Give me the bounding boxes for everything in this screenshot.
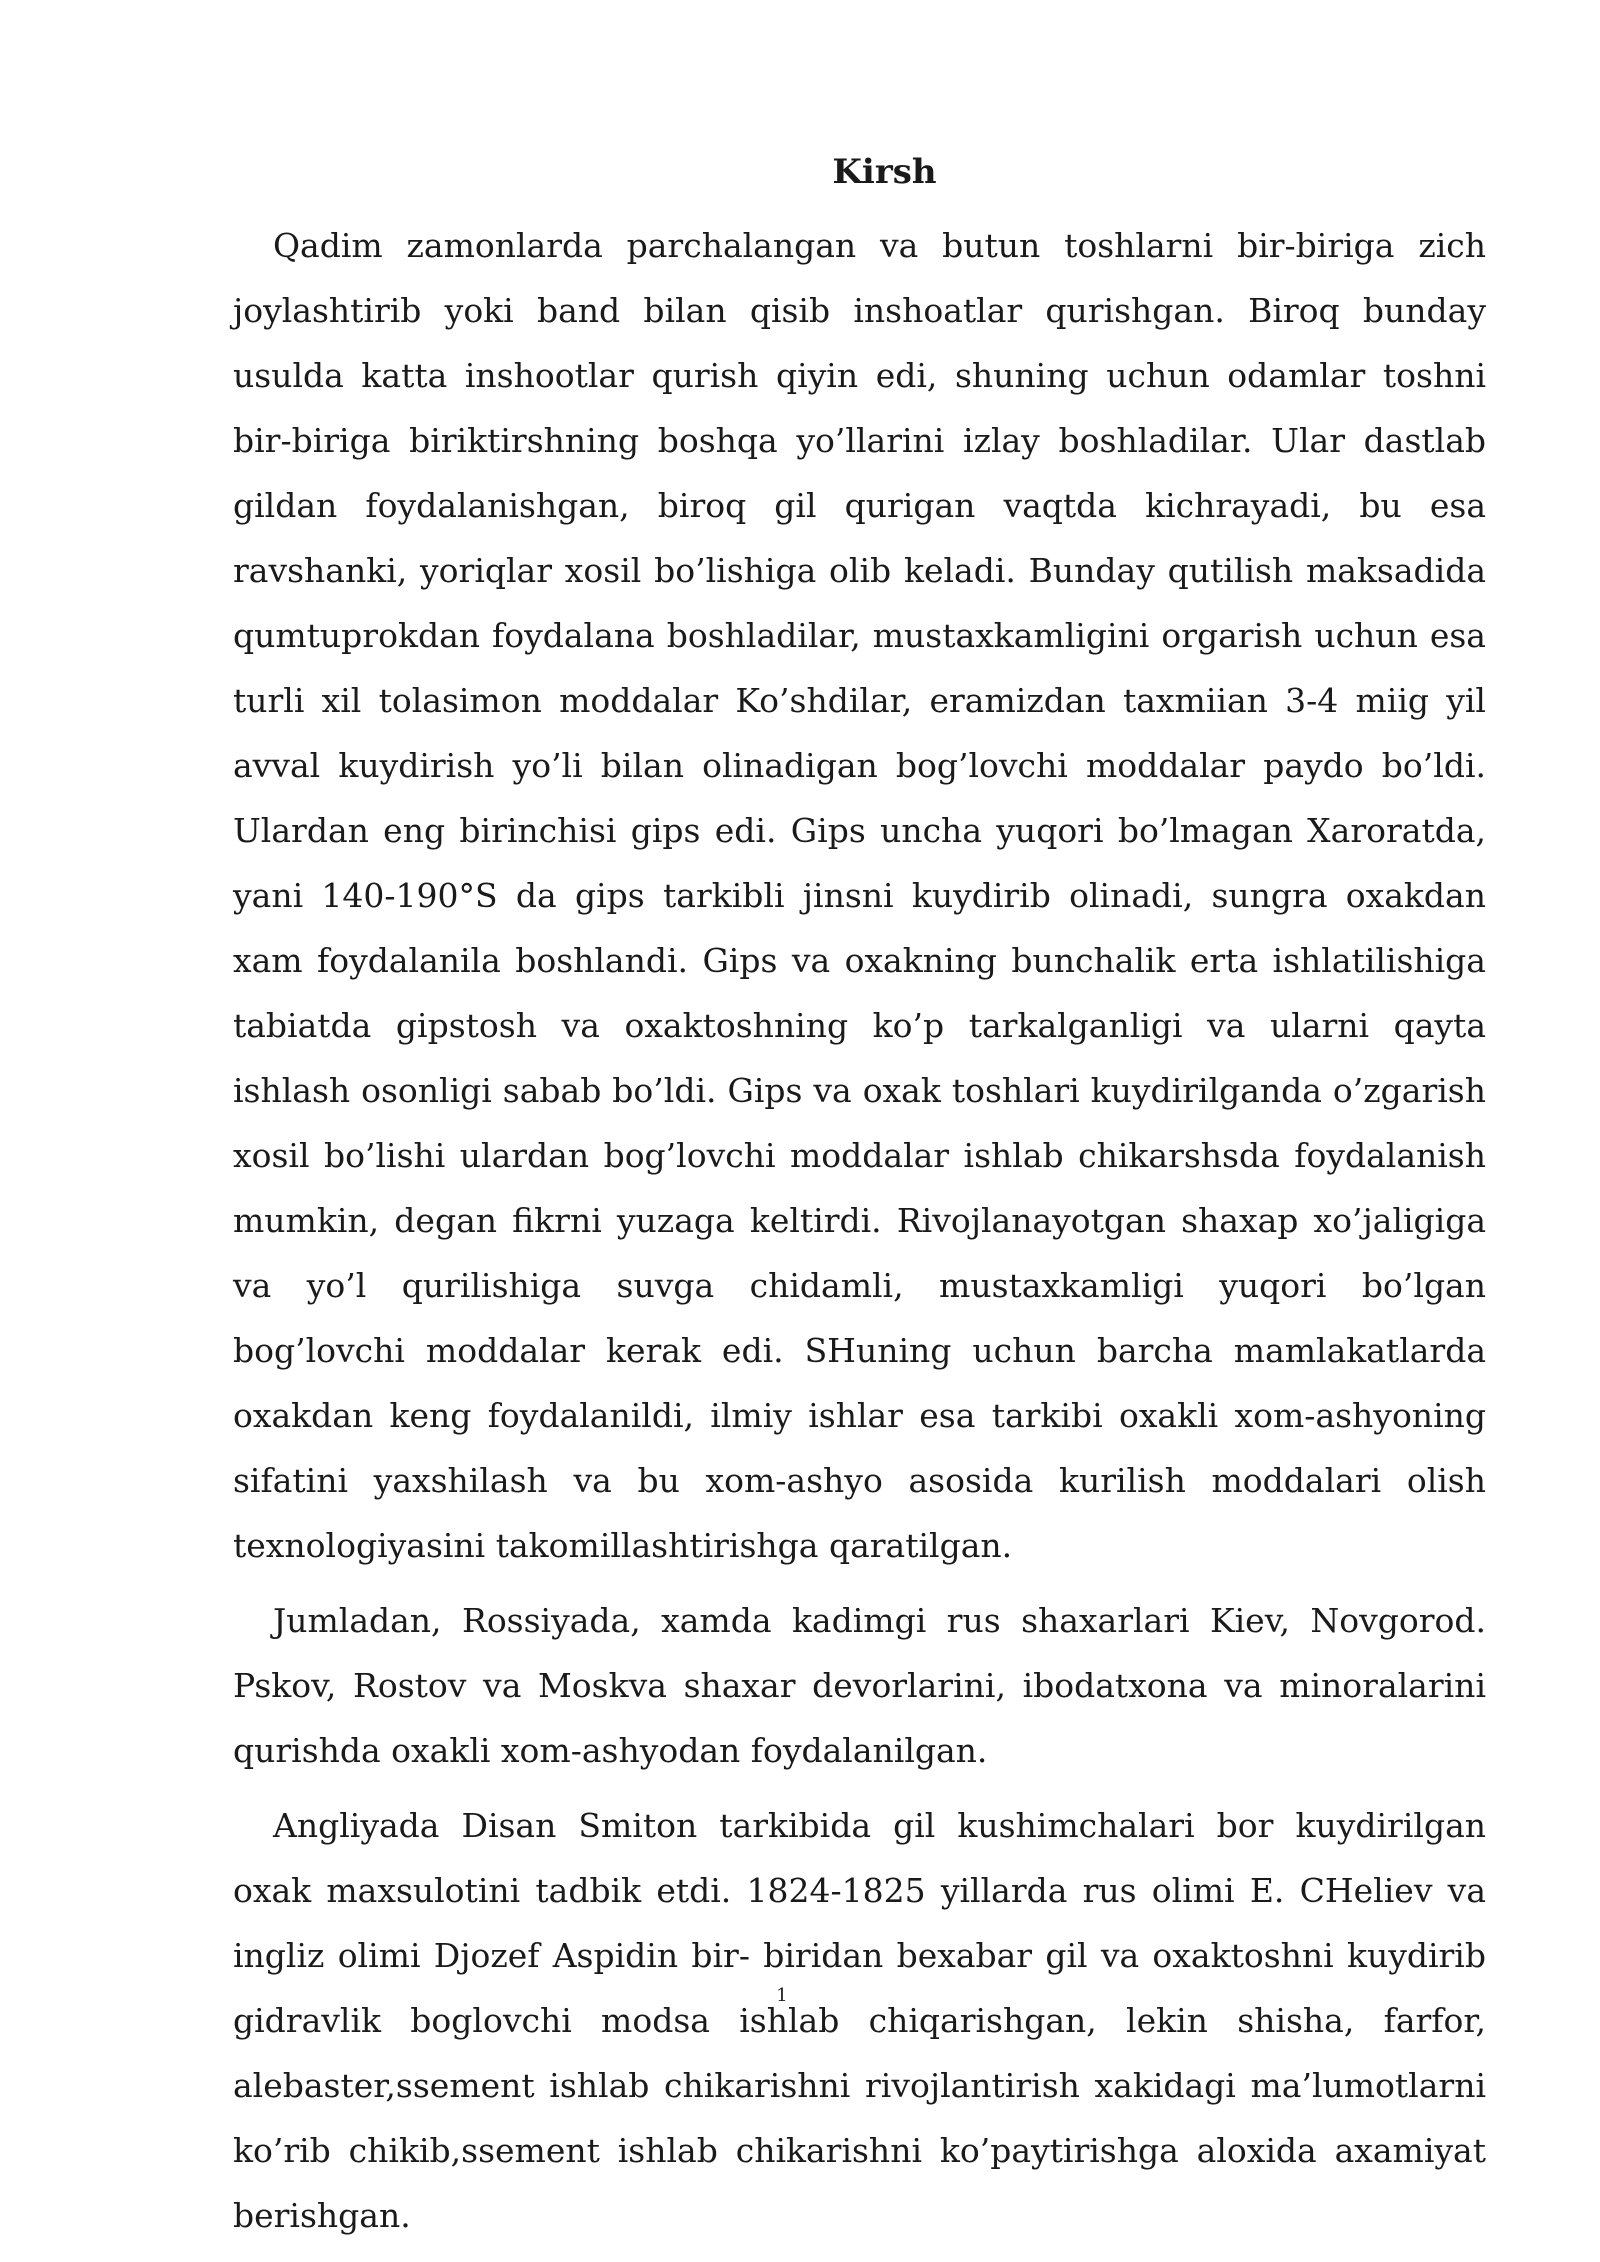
paragraph-1: Qadim zamonlarda parchalangan va butun toshlarni bir-biriga zich joylashtirib yoki band bilan qisib inshoatlar qurishgan. Biroq bunday usulda katta inshootlar qurish qiyin edi, shuning uchun odamlar toshni bir-biriga biriktirshning boshqa yo’llarini izlay boshladilar. Ular dastlab gildan foydalanishgan, biroq gil qurigan vaqtda kichrayadi, bu esa ravshanki, yoriqlar xosil bo’lishiga olib keladi. Bunday qutilish maksadida qumtuprokdan foydalana boshladilar, mustaxkamligini orgarish uchun esa turli xil tolasimon moddalar Ko’shdilar, eramizdan taxmiian 3-4 miig yil avval kuydirish yo’li bilan olinadigan bog’lovchi moddalar paydo bo’ldi. Ulardan eng birinchisi gips edi. Gips uncha yuqori bo’lmagan Xaroratda, yani 140-190°S da gips tarkibli jinsni kuydirib olinadi, sungra oxakdan xam foydalanila boshlandi. Gips va oxakning bunchalik erta ishlatilishiga tabiatda gipstosh va oxaktoshning ko’p tarkalganligi va ularni qayta ishlash osonligi sabab bo’ldi. Gips va oxak toshlari kuydirilganda o’zgarish xosil bo’lishi ulardan bog’lovchi moddalar ishlab chikarshsda foydalanish mumkin, degan fikrni yuzaga keltirdi. Rivojlanayotgan shaxap xo’jaligiga va yo’l qurilishiga suvga chidamli, mustaxkamligi yuqori bo’lgan bog’lovchi moddalar kerak edi. SHuning uchun barcha mamlakatlarda oxakdan keng foydalanildi, ilmiy ishlar esa tarkibi oxakli xom-ashyoning sifatini yaxshilash va bu xom-ashyo asosida kurilish moddalari olish texnologiyasini takomillashtirishga qaratilgan. [233,226,1486,1565]
paragraph-2: Jumladan, Rossiyada, xamda kadimgi rus shaxarlari Kiev, Novgorod. Pskov, Rostov va Moskva shaxar devorlarini, ibodatxona va minoralarini qurishda oxakli xom-ashyodan foydalanilgan. [233,1601,1486,1770]
document-title: Kirsh [832,152,937,192]
document-body [233,140,1486,2258]
page-number: 1 [776,1985,788,2006]
paragraph-3: Angliyada Disan Smiton tarkibida gil kushimchalari bor kuydirilgan oxak maxsulotini tadbik etdi. 1824-1825 yillarda rus olimi E. CHeliev va ingliz olimi Djozef Aspidin bir- biridan bexabar gil va oxaktoshni kuydirib gidravlik boglovchi modsa ishlab chiqarishgan, lekin shisha, farfor, alebaster,ssement ishlab chikarishni rivojlantirish xakidagi ma’lumotlarni ko’rib chikib,ssement ishlab chikarishni ko’paytirishga aloxida axamiyat berishgan. [233,1806,1486,2235]
